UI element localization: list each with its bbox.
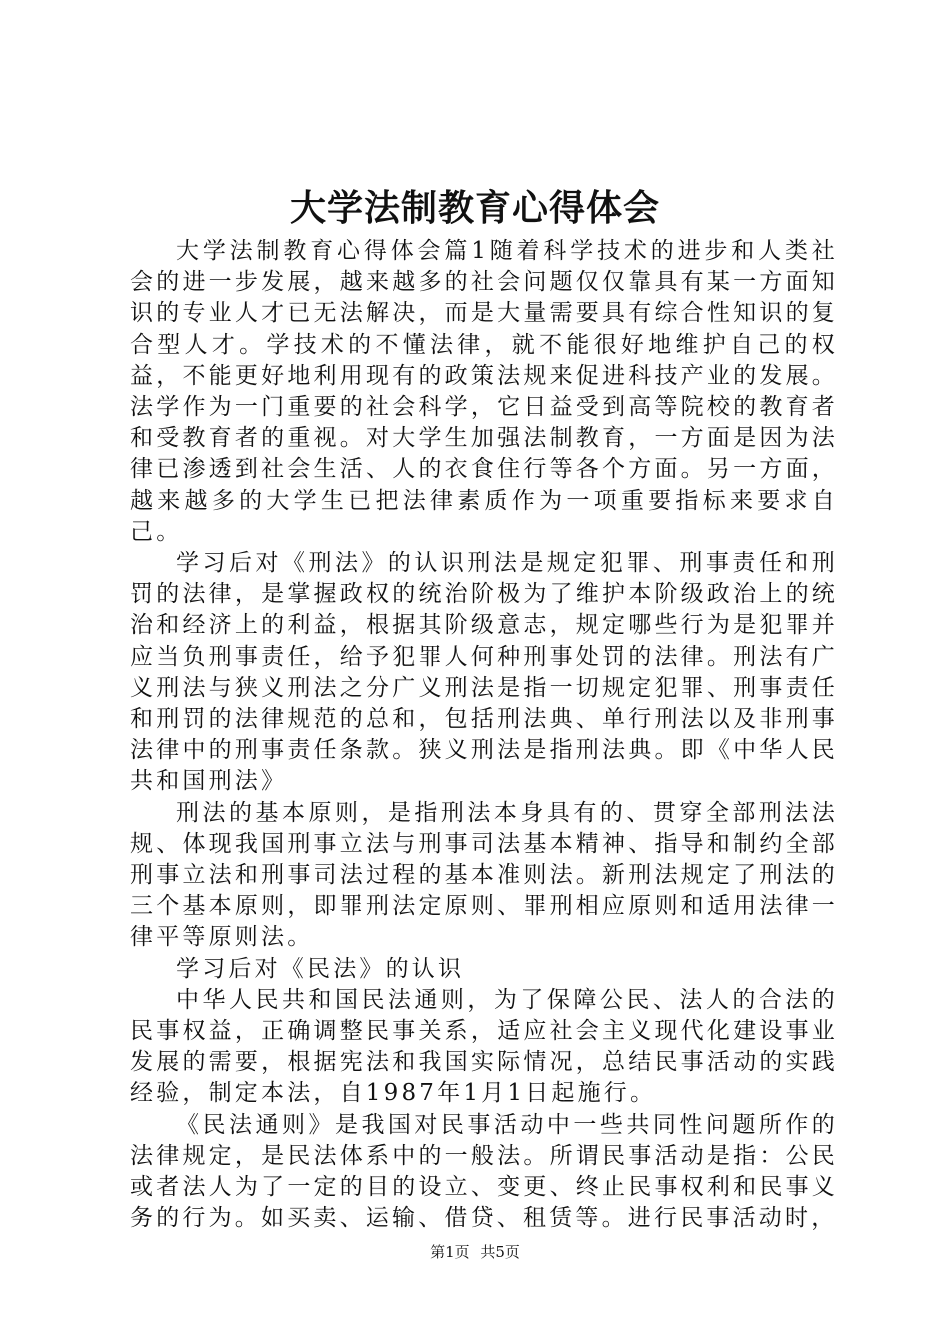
paragraph-civil-law-general: 中华人民共和国民法通则，为了保障公民、法人的合法的民事权益，正确调整民事关系，适应社会主义现代化建设事业发展的需要，根据宪法和我国实际情况，总结民事活动的实践经验，制定本法，自1987年1月1日起施行。: [130, 986, 838, 1107]
page-number: 第1页: [430, 1243, 470, 1261]
page-footer: [0, 1242, 950, 1262]
paragraph-civil-law-heading: 学习后对《民法》的认识: [176, 955, 465, 982]
document-title: 大学法制教育心得体会: [289, 187, 660, 229]
paragraph-criminal-law: 学习后对《刑法》的认识刑法是规定犯罪、刑事责任和刑罚的法律，是掌握政权的统治阶极为了维护本阶级政治上的统治和经济上的利益，根据其阶级意志，规定哪些行为是犯罪并应当负刑事责任，给予犯罪人何种刑事处罚的法律。刑法有广义刑法与狭义刑法之分广义刑法是指一切规定犯罪、刑事责任和刑罚的法律规范的总和，包括刑法典、单行刑法以及非刑事法律中的刑事责任条款。狭义刑法是指刑法典。即《中华人民共和国刑法》: [130, 550, 838, 795]
document-body: [130, 236, 838, 1235]
paragraph-criminal-principles: 刑法的基本原则，是指刑法本身具有的、贯穿全部刑法法规、体现我国刑事立法与刑事司法基本精神、指导和制约全部刑事立法和刑事司法过程的基本准则法。新刑法规定了刑法的三个基本原则，即罪刑法定原则、罪刑相应原则和适用法律一律平等原则法。: [130, 799, 838, 951]
paragraph-civil-activities: 《民法通则》是我国对民事活动中一些共同性问题所作的法律规定，是民法体系中的一般法。所谓民事活动是指：公民或者法人为了一定的目的设立、变更、终止民事权利和民事义务的行为。如买卖、运输、借贷、租赁等。进行民事活动时，: [130, 1111, 838, 1232]
paragraph-intro: 大学法制教育心得体会篇1随着科学技术的进步和人类社会的进一步发展，越来越多的社会问题仅仅靠具有某一方面知识的专业人才已无法解决，而是大量需要具有综合性知识的复合型人才。学技术的不懂法律，就不能很好地维护自己的权益，不能更好地利用现有的政策法规来促进科技产业的发展。法学作为一门重要的社会科学，它日益受到高等院校的教育者和受教育者的重视。对大学生加强法制教育，一方面是因为法律已渗透到社会生活、人的衣食住行等各个方面。另一方面，越来越多的大学生已把法律素质作为一项重要指标来要求自己。: [130, 238, 838, 545]
page-total: 共5页: [480, 1243, 520, 1261]
